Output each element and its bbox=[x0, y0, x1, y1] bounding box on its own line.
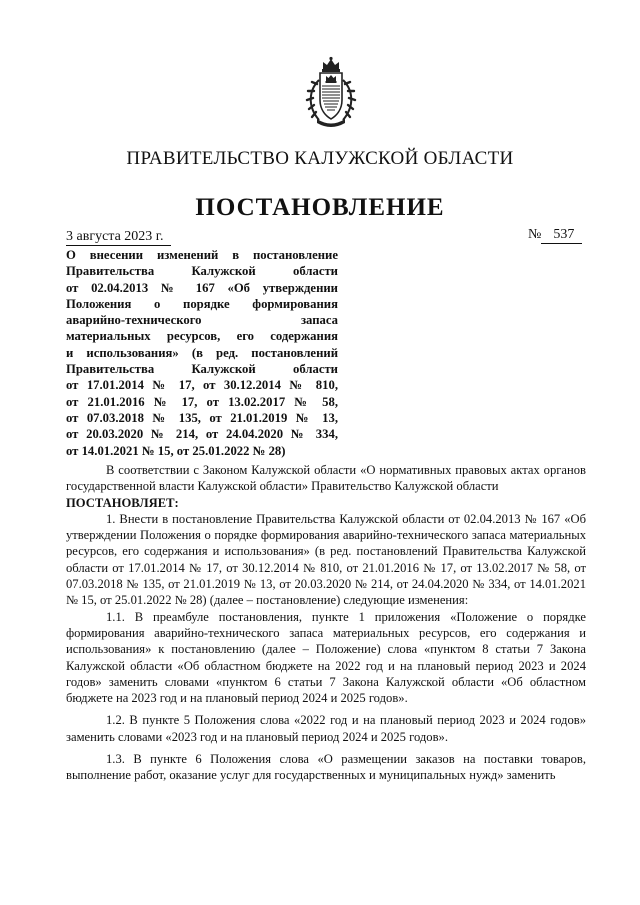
heading-line: от 17.01.2014 № 17, от 30.12.2014 № 810, bbox=[66, 378, 338, 393]
heading-line: Правительства Калужской области bbox=[66, 362, 338, 377]
heading-line: аварийно-технического запаса bbox=[66, 313, 338, 328]
document-body bbox=[66, 462, 586, 784]
heading-line: от 21.01.2016 № 17, от 13.02.2017 № 58, bbox=[66, 394, 338, 409]
resolution-heading bbox=[66, 247, 338, 459]
heading-line: Правительства Калужской области bbox=[66, 264, 338, 279]
document-title: ПОСТАНОВЛЕНИЕ bbox=[195, 194, 445, 221]
heading-line: от 07.03.2018 № 135, от 21.01.2019 № 13, bbox=[66, 410, 338, 425]
heading-line: О внесении изменений в постановление bbox=[66, 248, 338, 262]
heading-line: от 20.03.2020 № 214, от 24.04.2020 № 334, bbox=[66, 427, 338, 442]
item-1-1-paragraph: 1.1. В преамбуле постановления, пункте 1 приложения «Положение о порядке формирования аварийно-технического запаса материальных ресурсов, его содержания и использования» к постановлению (далее – Положение) слова «пунктом 8 статьи 7 Закона Калужской области «Об областном бюджете на 2022 год и на плановый период 2023 и 2024 годов» заменить словами «пунктом 6 статьи 7 Закона Калужской области «Об областном бюджете на 2023 год и на плановый период 2024 и 2025 годов». bbox=[66, 609, 586, 706]
item-1-2-paragraph: 1.2. В пункте 5 Положения слова «2022 год и на плановый период 2023 и 2024 годов» заменить словами «2023 год и на плановый период 2024 и 2025 годов». bbox=[66, 713, 586, 744]
resolves-keyword: ПОСТАНОВЛЯЕТ: bbox=[66, 495, 179, 510]
document-date: 3 августа 2023 г. bbox=[66, 228, 171, 246]
document-number bbox=[528, 226, 582, 244]
organization-name: ПРАВИТЕЛЬСТВО КАЛУЖСКОЙ ОБЛАСТИ bbox=[126, 148, 514, 169]
heading-line: Положения о порядке формирования bbox=[66, 296, 338, 311]
heading-line: от 02.04.2013 № 167 «Об утверждении bbox=[66, 280, 338, 295]
heading-line: материальных ресурсов, его содержания bbox=[66, 329, 338, 344]
heading-line: и использования» (в ред. постановлений bbox=[66, 345, 338, 360]
number-value: 537 bbox=[541, 226, 582, 244]
coat-of-arms-icon bbox=[301, 56, 361, 130]
item-1-paragraph: 1. Внести в постановление Правительства Калужской области от 02.04.2013 № 167 «Об утверждении Положения о порядке формирования аварийно-технического запаса материальных ресурсов, его содержания и использования» (в ред. постановлений Правительства Калужской области от 17.01.2014 № 17, от 30.12.2014 № 810, от 21.01.2016 № 17, от 13.02.2017 № 58, от 07.03.2018 № 135, от 21.01.2019 № 13, от 20.03.2020 № 214, от 24.04.2020 № 334, от 14.01.2021 № 15, от 25.01.2022 № 28) (далее – постановление) следующие изменения: bbox=[66, 511, 586, 608]
item-1-3-paragraph: 1.3. В пункте 6 Положения слова «О размещении заказов на поставки товаров, выполнение работ, оказание услуг для государственных и муниципальных нужд» заменить bbox=[66, 752, 586, 783]
heading-line: от 14.01.2021 № 15, от 25.01.2022 № 28) bbox=[66, 443, 286, 458]
number-label: № bbox=[528, 227, 542, 242]
preamble-paragraph: В соответствии с Законом Калужской области «О нормативных правовых актах органов государственной власти Калужской области» Правительство Калужской области bbox=[66, 463, 586, 494]
